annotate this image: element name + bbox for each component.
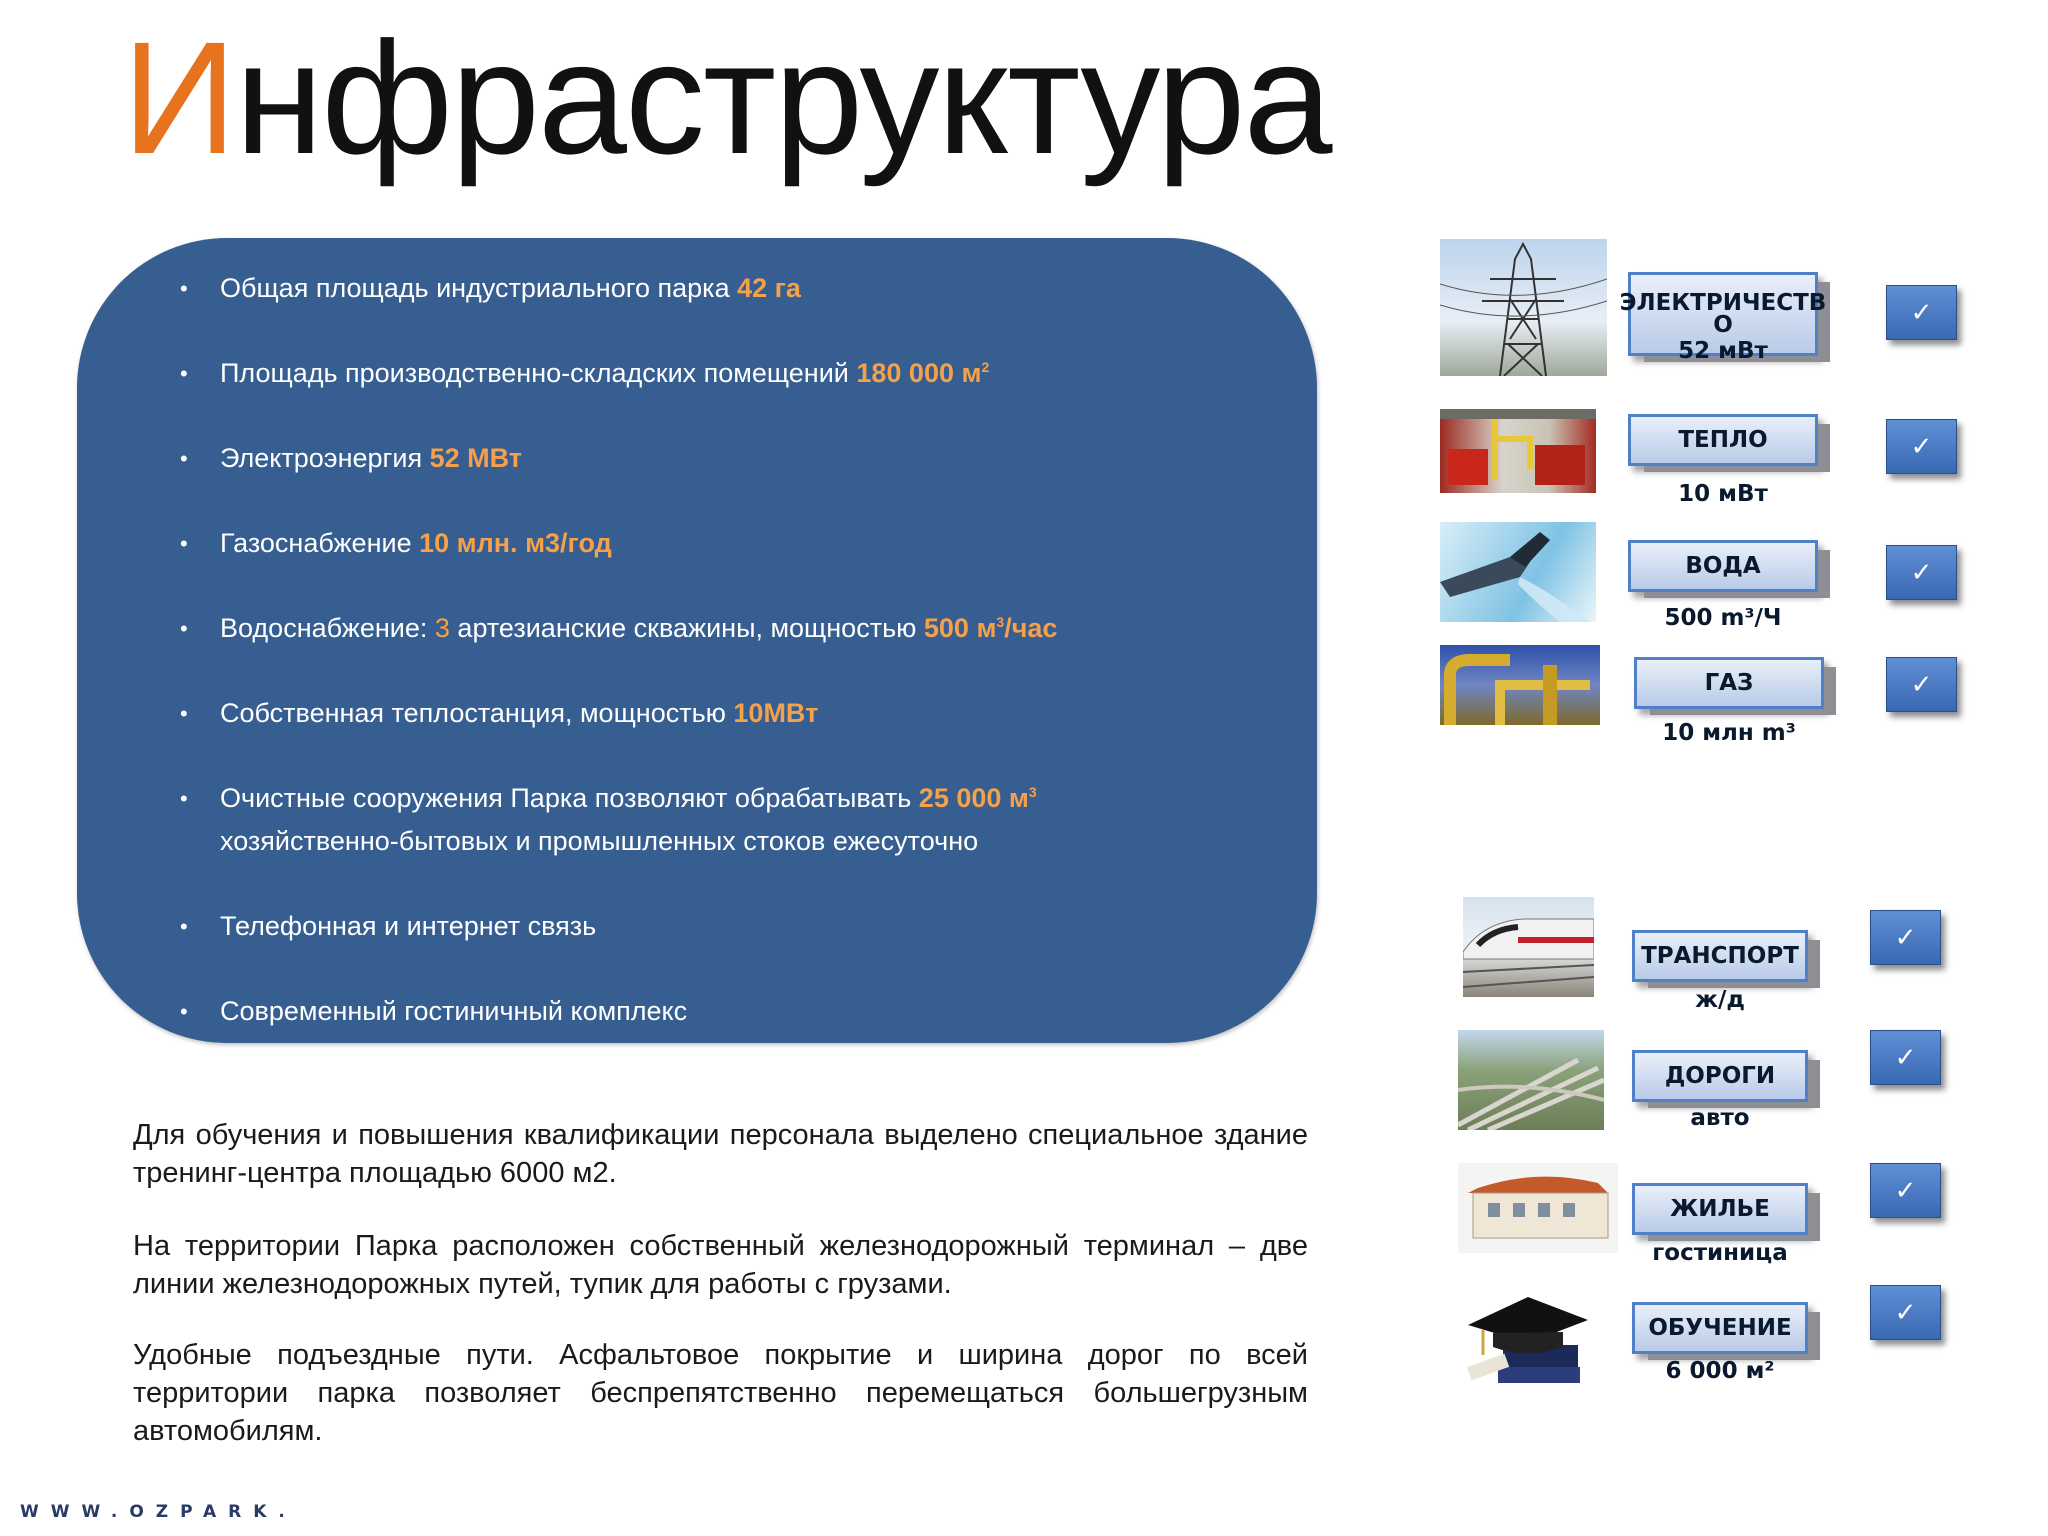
bullet-text: Очистные сооружения Парка позволяют обрабатывать — [220, 783, 919, 813]
bullet-highlight: 42 га — [737, 273, 801, 303]
bullet-dot: • — [180, 276, 188, 301]
utility-label-heat: ТЕПЛО — [1628, 414, 1818, 466]
bullet-dot: • — [180, 999, 188, 1024]
bullet-dot: • — [180, 914, 188, 939]
bullet-highlight: 52 МВт — [429, 443, 522, 473]
tap-icon — [1440, 522, 1596, 622]
paragraph-roads: Удобные подъездные пути. Асфальтовое покрытие и ширина дорог по всей территории парка позволяет беспрепятственно перемещаться большегрузным автомобилям. — [133, 1339, 1308, 1447]
title-first-letter: И — [122, 8, 235, 187]
bullet-highlight: 3 — [434, 613, 450, 643]
title-rest: нфраструктура — [235, 8, 1331, 187]
utility-label-gas: ГАЗ — [1634, 657, 1824, 709]
boiler-room-photo — [1440, 409, 1596, 493]
checkmark-icon: ✓ — [1886, 285, 1957, 340]
graduation-cap-icon — [1463, 1285, 1588, 1390]
service-value-roads: авто — [1690, 1105, 1750, 1131]
bullet-text: Водоснабжение: — [220, 613, 435, 643]
service-value-education: 6 000 м² — [1665, 1358, 1775, 1384]
checkmark-icon: ✓ — [1886, 545, 1957, 600]
bullet-dot: • — [180, 701, 188, 726]
bullet-superscript: 2 — [981, 359, 990, 375]
bullet-superscript: 3 — [1028, 784, 1037, 800]
bullet-highlight: 180 000 м — [856, 358, 982, 388]
checkmark-icon: ✓ — [1870, 1030, 1941, 1085]
bullet-text: Электроэнергия — [220, 443, 430, 473]
service-label-housing: ЖИЛЬЕ — [1632, 1183, 1808, 1235]
boiler-icon — [1440, 409, 1596, 493]
bullet-dot: • — [180, 361, 188, 386]
pylon-icon — [1440, 239, 1607, 376]
pipes-icon — [1440, 645, 1600, 725]
train-photo — [1463, 897, 1594, 997]
page-title — [122, 8, 1331, 187]
bullet-text: Собственная теплостанция, мощностью — [220, 698, 734, 728]
checkmark-icon: ✓ — [1886, 657, 1957, 712]
bullet-dot: • — [180, 531, 188, 556]
bullet-dot: • — [180, 446, 188, 471]
utility-value-water: 500 m³/Ч — [1664, 605, 1782, 631]
water-tap-photo — [1440, 522, 1596, 622]
service-label-roads: ДОРОГИ — [1632, 1050, 1808, 1102]
checkmark-icon: ✓ — [1870, 1285, 1941, 1340]
checkmark-icon: ✓ — [1870, 1163, 1941, 1218]
train-icon — [1463, 897, 1594, 997]
bullet-dot: • — [180, 616, 188, 641]
bullet-highlight: 10МВт — [733, 698, 819, 728]
service-value-housing: гостиница — [1652, 1240, 1788, 1266]
paragraph-training: Для обучения и повышения квалификации персонала выделено специальное здание тренинг-центра площадью 6000 м2. — [133, 1119, 1308, 1189]
bullet-text: Площадь производственно-складских помещений — [220, 358, 857, 388]
utility-value-heat: 10 мВт — [1678, 481, 1768, 507]
service-value-transport: ж/д — [1695, 987, 1745, 1013]
building-icon — [1458, 1163, 1618, 1253]
highway-photo — [1458, 1030, 1604, 1130]
utility-value-gas: 10 млн m³ — [1662, 720, 1796, 746]
gas-pipes-photo — [1440, 645, 1600, 725]
hotel-photo — [1458, 1163, 1618, 1253]
utility-label-water: ВОДА — [1628, 540, 1818, 592]
bullet-highlight-tail: /час — [1004, 613, 1058, 643]
bullet-highlight: 25 000 м — [918, 783, 1029, 813]
footer-website: WWW.OZPARK. — [20, 1502, 297, 1522]
bullet-text: Современный гостиничный комплекс — [220, 996, 688, 1026]
bullet-dot: • — [180, 786, 188, 811]
paragraph-railway: На территории Парка расположен собственный железнодорожный терминал – две линии железнодорожных путей, тупик для работы с грузами. — [133, 1230, 1308, 1300]
bullet-highlight: 500 м — [923, 613, 997, 643]
features-panel — [77, 238, 1317, 1043]
bullet-text: Общая площадь индустриального парка — [220, 273, 738, 303]
power-line-photo — [1440, 239, 1607, 376]
bullet-text-line2: хозяйственно-бытовых и промышленных стоков ежесуточно — [220, 826, 979, 856]
checkmark-icon: ✓ — [1870, 910, 1941, 965]
utility-label-electricity: ЭЛЕКТРИЧЕСТВ О — [1628, 272, 1818, 356]
utility-value-electricity: 52 мВт — [1678, 338, 1768, 364]
service-label-education: ОБУЧЕНИЕ — [1632, 1302, 1808, 1354]
bullet-highlight: 10 млн. м3/год — [419, 528, 612, 558]
bullet-text: Газоснабжение — [220, 528, 420, 558]
bullet-superscript: 3 — [996, 614, 1005, 630]
bullet-text: артезианские скважины, мощностью — [449, 613, 924, 643]
service-label-transport: ТРАНСПОРТ — [1632, 930, 1808, 982]
road-icon — [1458, 1030, 1604, 1130]
checkmark-icon: ✓ — [1886, 419, 1957, 474]
graduation-cap-photo — [1463, 1285, 1588, 1390]
bullet-text: Телефонная и интернет связь — [220, 911, 597, 941]
